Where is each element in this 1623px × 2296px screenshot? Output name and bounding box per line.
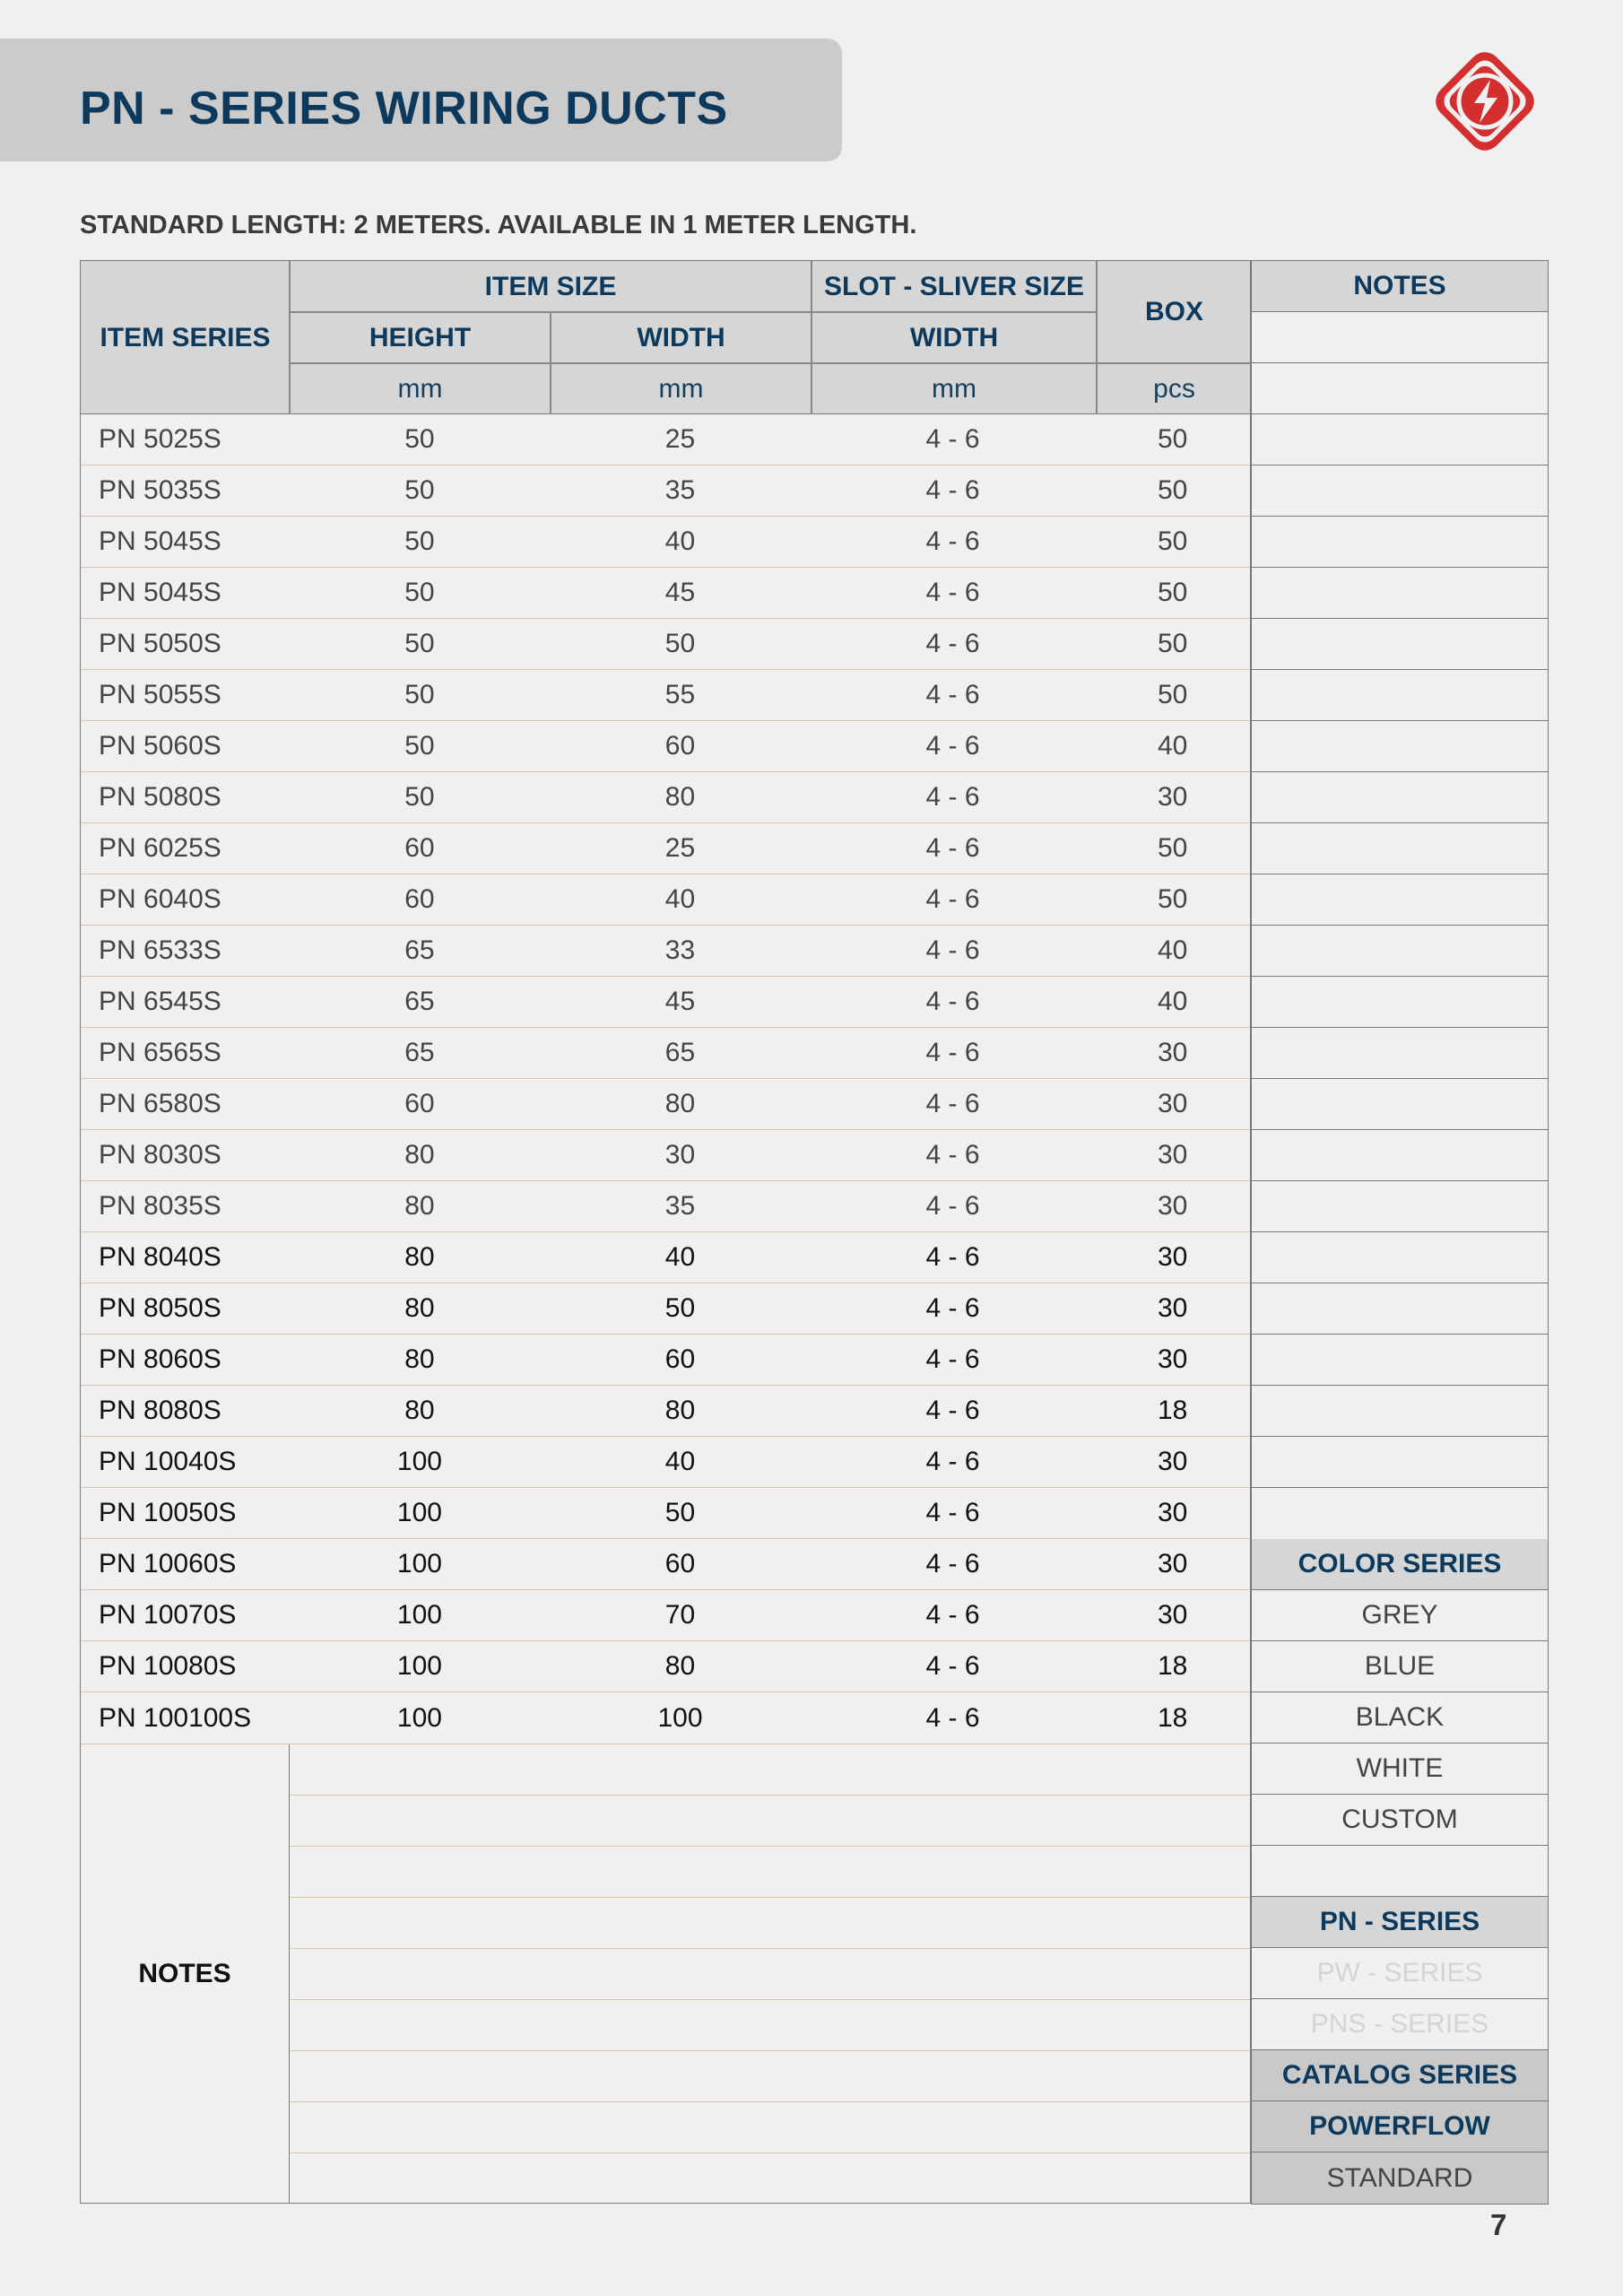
table-row bbox=[81, 1181, 1250, 1232]
notes-line bbox=[290, 1948, 1250, 1949]
cell-width: 40 bbox=[664, 884, 696, 914]
table-row bbox=[81, 1079, 1250, 1130]
notes-label: NOTES bbox=[81, 1744, 290, 2203]
cell-height: 60 bbox=[404, 1089, 435, 1118]
cell-height: 50 bbox=[404, 578, 435, 607]
pw-series-label: PW - SERIES bbox=[1252, 1948, 1548, 1999]
side-notes-cell bbox=[1252, 1488, 1548, 1539]
cell-series: PN 100100S bbox=[99, 1702, 252, 1733]
cell-box: 40 bbox=[1157, 987, 1188, 1016]
cell-height: 80 bbox=[404, 1293, 435, 1323]
side-notes-cell bbox=[1252, 670, 1548, 721]
cell-height: 100 bbox=[396, 1549, 442, 1578]
cell-slot-width: 4 - 6 bbox=[925, 475, 980, 505]
cell-width: 35 bbox=[664, 475, 696, 505]
cell-height: 50 bbox=[404, 629, 435, 658]
color-blue: BLUE bbox=[1252, 1641, 1548, 1692]
table-row bbox=[81, 1028, 1250, 1079]
cell-box: 40 bbox=[1157, 935, 1188, 965]
table-row bbox=[81, 414, 1250, 465]
side-column bbox=[1251, 260, 1549, 2205]
notes-area bbox=[81, 1744, 1250, 2203]
side-notes-cell bbox=[1252, 465, 1548, 517]
cell-box: 30 bbox=[1157, 1498, 1188, 1527]
cell-series: PN 6025S bbox=[99, 833, 221, 863]
cell-box: 30 bbox=[1157, 1447, 1188, 1476]
cell-slot-width: 4 - 6 bbox=[925, 1293, 980, 1323]
side-notes-cell bbox=[1252, 517, 1548, 568]
cell-slot-width: 4 - 6 bbox=[925, 884, 980, 914]
color-black: BLACK bbox=[1252, 1692, 1548, 1744]
cell-slot-width: 4 - 6 bbox=[925, 1242, 980, 1272]
cell-slot-width: 4 - 6 bbox=[925, 1089, 980, 1118]
color-grey: GREY bbox=[1252, 1590, 1548, 1641]
cell-box: 30 bbox=[1157, 1344, 1188, 1374]
header-height: HEIGHT bbox=[369, 322, 472, 352]
cell-series: PN 10080S bbox=[99, 1651, 237, 1681]
cell-width: 60 bbox=[664, 731, 696, 761]
side-notes-cell bbox=[1252, 1232, 1548, 1283]
standard-label: STANDARD bbox=[1252, 2152, 1548, 2204]
divider bbox=[290, 311, 1097, 313]
cell-box: 50 bbox=[1157, 424, 1188, 454]
cell-slot-width: 4 - 6 bbox=[925, 1396, 980, 1425]
cell-slot-width: 4 - 6 bbox=[925, 1140, 980, 1170]
cell-slot-width: 4 - 6 bbox=[925, 1191, 980, 1221]
cell-height: 80 bbox=[404, 1344, 435, 1374]
table-row bbox=[81, 619, 1250, 670]
cell-height: 100 bbox=[396, 1600, 442, 1630]
side-empty-cell bbox=[1252, 1846, 1548, 1897]
cell-slot-width: 4 - 6 bbox=[925, 731, 980, 761]
cell-series: PN 8060S bbox=[99, 1344, 221, 1374]
cell-slot-width: 4 - 6 bbox=[925, 1600, 980, 1630]
cell-width: 35 bbox=[664, 1191, 696, 1221]
cell-box: 18 bbox=[1157, 1651, 1188, 1681]
header-width: WIDTH bbox=[637, 322, 725, 352]
cell-width: 55 bbox=[664, 680, 696, 709]
table-row bbox=[81, 874, 1250, 926]
cell-height: 50 bbox=[404, 680, 435, 709]
cell-box: 30 bbox=[1157, 1549, 1188, 1578]
cell-width: 80 bbox=[664, 1396, 696, 1425]
cell-series: PN 10040S bbox=[99, 1447, 237, 1476]
side-notes-cell bbox=[1252, 1130, 1548, 1181]
header-item-size: ITEM SIZE bbox=[484, 271, 617, 301]
pn-series-label: PN - SERIES bbox=[1252, 1897, 1548, 1948]
table-body bbox=[81, 414, 1250, 1744]
cell-width: 45 bbox=[664, 578, 696, 607]
cell-series: PN 8050S bbox=[99, 1293, 221, 1323]
cell-height: 80 bbox=[404, 1242, 435, 1272]
notes-line bbox=[290, 1795, 1250, 1796]
side-notes-cell bbox=[1252, 1283, 1548, 1335]
cell-slot-width: 4 - 6 bbox=[925, 1651, 980, 1681]
cell-box: 30 bbox=[1157, 1293, 1188, 1323]
page-number: 7 bbox=[1490, 2208, 1507, 2241]
cell-height: 80 bbox=[404, 1191, 435, 1221]
cell-box: 40 bbox=[1157, 731, 1188, 761]
cell-width: 70 bbox=[664, 1600, 696, 1630]
cell-height: 65 bbox=[404, 987, 435, 1016]
table-row bbox=[81, 926, 1250, 977]
cell-slot-width: 4 - 6 bbox=[925, 526, 980, 556]
side-notes-cell bbox=[1252, 1079, 1548, 1130]
table-row bbox=[81, 977, 1250, 1028]
cell-box: 50 bbox=[1157, 526, 1188, 556]
cell-height: 60 bbox=[404, 833, 435, 863]
powerflow-label: POWERFLOW bbox=[1252, 2101, 1548, 2152]
cell-height: 65 bbox=[404, 1038, 435, 1067]
table-row bbox=[81, 1130, 1250, 1181]
cell-slot-width: 4 - 6 bbox=[925, 1038, 980, 1067]
side-notes-cell bbox=[1252, 414, 1548, 465]
side-notes-cell bbox=[1252, 721, 1548, 772]
divider bbox=[290, 362, 1252, 364]
notes-line bbox=[290, 2152, 1250, 2153]
cell-height: 50 bbox=[404, 526, 435, 556]
cell-box: 50 bbox=[1157, 680, 1188, 709]
cell-width: 80 bbox=[664, 782, 696, 812]
side-notes-cell bbox=[1252, 977, 1548, 1028]
cell-slot-width: 4 - 6 bbox=[925, 935, 980, 965]
cell-width: 30 bbox=[664, 1140, 696, 1170]
cell-box: 50 bbox=[1157, 578, 1188, 607]
cell-series: PN 5055S bbox=[99, 680, 221, 709]
table-row bbox=[81, 823, 1250, 874]
table-row bbox=[81, 670, 1250, 721]
notes-line bbox=[290, 1897, 1250, 1898]
cell-series: PN 10050S bbox=[99, 1498, 237, 1527]
cell-slot-width: 4 - 6 bbox=[925, 578, 980, 607]
cell-width: 45 bbox=[664, 987, 696, 1016]
cell-height: 100 bbox=[396, 1702, 442, 1733]
side-notes-header: NOTES bbox=[1252, 261, 1548, 312]
cell-box: 30 bbox=[1157, 1140, 1188, 1170]
side-notes-cell bbox=[1252, 1181, 1548, 1232]
cell-width: 40 bbox=[664, 1242, 696, 1272]
cell-height: 50 bbox=[404, 782, 435, 812]
spec-table bbox=[80, 260, 1251, 2204]
page-title: PN - SERIES WIRING DUCTS bbox=[80, 83, 728, 135]
title-banner bbox=[0, 39, 842, 161]
header-slot-size: SLOT - SLIVER SIZE bbox=[823, 271, 1085, 301]
cell-series: PN 5025S bbox=[99, 424, 221, 454]
cell-series: PN 10060S bbox=[99, 1549, 237, 1578]
cell-slot-width: 4 - 6 bbox=[925, 680, 980, 709]
cell-width: 40 bbox=[664, 1447, 696, 1476]
cell-height: 100 bbox=[396, 1447, 442, 1476]
pns-series-label: PNS - SERIES bbox=[1252, 1999, 1548, 2050]
side-notes-cell bbox=[1252, 312, 1548, 363]
cell-box: 18 bbox=[1157, 1702, 1188, 1733]
divider bbox=[1096, 261, 1098, 414]
table-row bbox=[81, 1386, 1250, 1437]
cell-series: PN 5060S bbox=[99, 731, 221, 761]
cell-height: 50 bbox=[404, 731, 435, 761]
side-notes-cell bbox=[1252, 1335, 1548, 1386]
cell-box: 50 bbox=[1157, 629, 1188, 658]
cell-slot-width: 4 - 6 bbox=[925, 424, 980, 454]
cell-height: 100 bbox=[396, 1651, 442, 1681]
catalog-series-label: CATALOG SERIES bbox=[1252, 2050, 1548, 2101]
cell-slot-width: 4 - 6 bbox=[925, 1447, 980, 1476]
cell-slot-width: 4 - 6 bbox=[925, 629, 980, 658]
cell-box: 30 bbox=[1157, 1089, 1188, 1118]
cell-box: 30 bbox=[1157, 1242, 1188, 1272]
cell-series: PN 6580S bbox=[99, 1089, 221, 1118]
table-row bbox=[81, 1335, 1250, 1386]
table-row bbox=[81, 465, 1250, 517]
cell-width: 65 bbox=[664, 1038, 696, 1067]
color-white: WHITE bbox=[1252, 1744, 1548, 1795]
cell-series: PN 8080S bbox=[99, 1396, 221, 1425]
cell-series: PN 5045S bbox=[99, 526, 221, 556]
cell-box: 18 bbox=[1157, 1396, 1188, 1425]
side-notes-cell bbox=[1252, 926, 1548, 977]
divider bbox=[811, 261, 812, 414]
table-row bbox=[81, 721, 1250, 772]
cell-height: 50 bbox=[404, 475, 435, 505]
table-row bbox=[81, 1283, 1250, 1335]
cell-width: 25 bbox=[664, 833, 696, 863]
cell-slot-width: 4 - 6 bbox=[925, 1702, 980, 1733]
color-custom: CUSTOM bbox=[1252, 1795, 1548, 1846]
cell-series: PN 6565S bbox=[99, 1038, 221, 1067]
cell-box: 50 bbox=[1157, 884, 1188, 914]
side-notes-cell bbox=[1252, 874, 1548, 926]
unit-height: mm bbox=[397, 373, 443, 404]
cell-slot-width: 4 - 6 bbox=[925, 782, 980, 812]
cell-series: PN 8030S bbox=[99, 1140, 221, 1170]
table-row bbox=[81, 568, 1250, 619]
cell-box: 50 bbox=[1157, 833, 1188, 863]
cell-box: 50 bbox=[1157, 475, 1188, 505]
cell-series: PN 8040S bbox=[99, 1242, 221, 1272]
subtitle: STANDARD LENGTH: 2 METERS. AVAILABLE IN 1 METER LENGTH. bbox=[80, 211, 917, 239]
side-notes-cell bbox=[1252, 619, 1548, 670]
side-notes-cell bbox=[1252, 1028, 1548, 1079]
side-notes-cell bbox=[1252, 568, 1548, 619]
cell-slot-width: 4 - 6 bbox=[925, 833, 980, 863]
cell-slot-width: 4 - 6 bbox=[925, 1549, 980, 1578]
cell-height: 80 bbox=[404, 1140, 435, 1170]
table-row bbox=[81, 1437, 1250, 1488]
unit-width: mm bbox=[658, 373, 704, 404]
cell-box: 30 bbox=[1157, 1600, 1188, 1630]
cell-series: PN 6545S bbox=[99, 987, 221, 1016]
cell-box: 30 bbox=[1157, 782, 1188, 812]
cell-width: 50 bbox=[664, 1498, 696, 1527]
unit-box: pcs bbox=[1153, 373, 1195, 404]
side-notes-cell bbox=[1252, 363, 1548, 414]
cell-height: 80 bbox=[404, 1396, 435, 1425]
cell-slot-width: 4 - 6 bbox=[925, 987, 980, 1016]
cell-height: 65 bbox=[404, 935, 435, 965]
side-notes-cell bbox=[1252, 1437, 1548, 1488]
cell-width: 80 bbox=[664, 1651, 696, 1681]
cell-series: PN 6533S bbox=[99, 935, 221, 965]
table-row bbox=[81, 1692, 1250, 1744]
table-row bbox=[81, 1232, 1250, 1283]
divider bbox=[289, 261, 291, 414]
cell-slot-width: 4 - 6 bbox=[925, 1498, 980, 1527]
table-row bbox=[81, 517, 1250, 568]
side-notes-cell bbox=[1252, 823, 1548, 874]
cell-series: PN 8035S bbox=[99, 1191, 221, 1221]
cell-box: 30 bbox=[1157, 1038, 1188, 1067]
header-item-series: ITEM SERIES bbox=[100, 322, 271, 352]
header-box: BOX bbox=[1144, 297, 1203, 326]
cell-height: 50 bbox=[404, 424, 435, 454]
header-slot-width: WIDTH bbox=[909, 322, 999, 352]
cell-width: 25 bbox=[664, 424, 696, 454]
cell-width: 50 bbox=[664, 629, 696, 658]
cell-width: 60 bbox=[664, 1549, 696, 1578]
cell-series: PN 5035S bbox=[99, 475, 221, 505]
cell-height: 100 bbox=[396, 1498, 442, 1527]
lightning-bolt-logo bbox=[1422, 39, 1548, 164]
table-row bbox=[81, 772, 1250, 823]
notes-line bbox=[290, 2101, 1250, 2102]
cell-width: 33 bbox=[664, 935, 696, 965]
color-series-header: COLOR SERIES bbox=[1252, 1539, 1548, 1590]
cell-width: 100 bbox=[657, 1702, 703, 1733]
cell-width: 80 bbox=[664, 1089, 696, 1118]
cell-slot-width: 4 - 6 bbox=[925, 1344, 980, 1374]
table-row bbox=[81, 1641, 1250, 1692]
cell-series: PN 5080S bbox=[99, 782, 221, 812]
table-header bbox=[81, 261, 1250, 414]
cell-box: 30 bbox=[1157, 1191, 1188, 1221]
notes-line bbox=[290, 2050, 1250, 2051]
table-row bbox=[81, 1488, 1250, 1539]
cell-width: 60 bbox=[664, 1344, 696, 1374]
cell-width: 50 bbox=[664, 1293, 696, 1323]
table-row bbox=[81, 1539, 1250, 1590]
notes-line bbox=[290, 1846, 1250, 1847]
cell-series: PN 10070S bbox=[99, 1600, 237, 1630]
cell-series: PN 5045S bbox=[99, 578, 221, 607]
notes-line bbox=[290, 1999, 1250, 2000]
cell-height: 60 bbox=[404, 884, 435, 914]
side-notes-cell bbox=[1252, 1386, 1548, 1437]
side-notes-cell bbox=[1252, 772, 1548, 823]
cell-series: PN 6040S bbox=[99, 884, 221, 914]
cell-width: 40 bbox=[664, 526, 696, 556]
unit-slot: mm bbox=[932, 373, 976, 404]
table-row bbox=[81, 1590, 1250, 1641]
cell-series: PN 5050S bbox=[99, 629, 221, 658]
